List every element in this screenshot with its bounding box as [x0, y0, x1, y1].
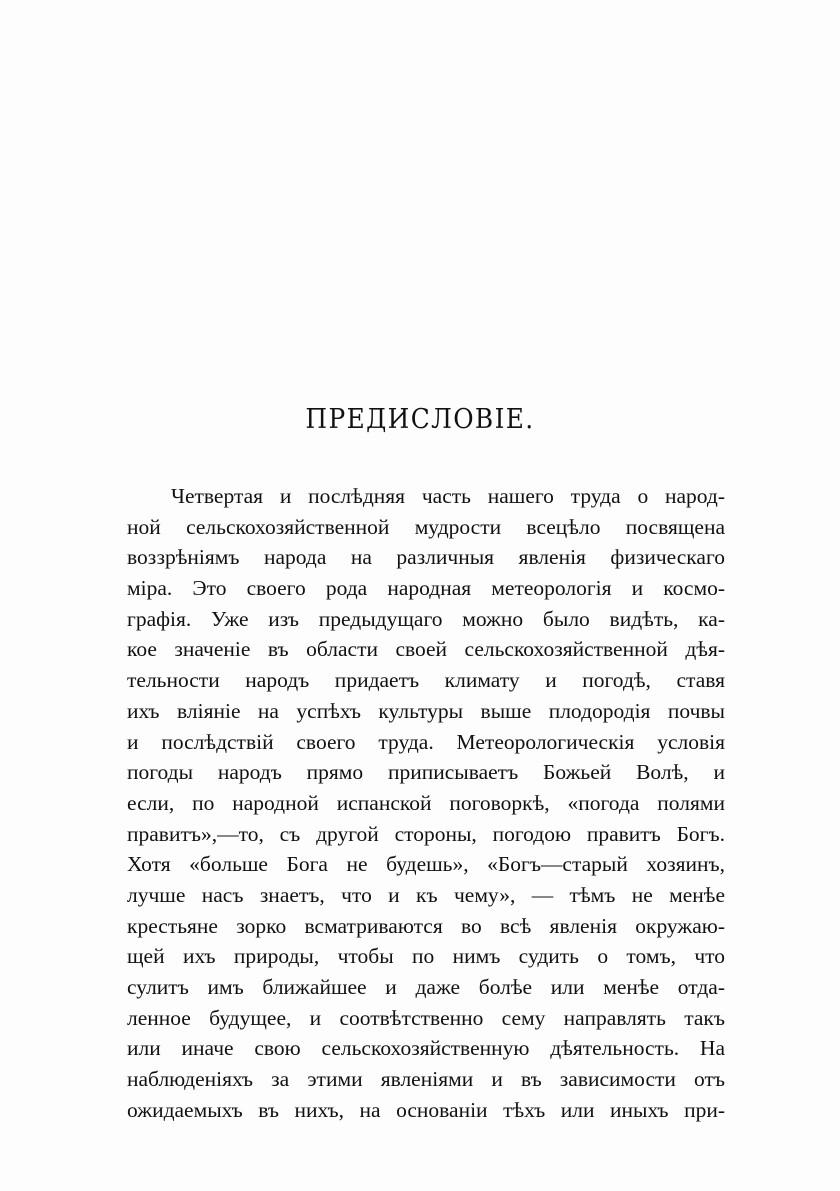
- text-line: крестьяне зорко всматриваются во всѣ явленія окружаю-: [127, 913, 725, 938]
- text-line: ной сельскохозяйственной мудрости всецѣло посвящена: [127, 514, 725, 539]
- text-line: Четвертая и послѣдняя часть нашего труда о народ-: [171, 484, 725, 508]
- text-line: кое значеніе въ области своей сельскохозяйственной дѣя-: [127, 637, 725, 662]
- text-line: міра. Это своего рода народная метеорологія и космо-: [127, 576, 725, 601]
- text-line: тельности народъ придаетъ климату и погодѣ, ставя: [127, 668, 725, 693]
- text-line: погоды народъ прямо приписываетъ Божьей Волѣ, и: [127, 760, 725, 785]
- text-line: графія. Уже изъ предыдущаго можно было видѣть, ка-: [127, 606, 725, 631]
- text-line: наблюденіяхъ за этими явленіями и въ зависимости отъ: [127, 1067, 725, 1092]
- text-line: Хотя «больше Бога не будешь», «Богъ—старый хозяинъ,: [127, 852, 725, 877]
- text-line: сулитъ имъ ближайшее и даже болѣе или менѣе отда-: [127, 975, 725, 999]
- text-line: лучше насъ знаетъ, что и къ чему», — тѣмъ не менѣе: [127, 882, 725, 907]
- text-line: ихъ вліяніе на успѣхъ культуры выше плодородія почвы: [127, 698, 725, 723]
- page-title: ПРЕДИСЛОВІЕ.: [305, 404, 535, 435]
- text-line: и послѣдствій своего труда. Метеорологическія условія: [127, 729, 725, 754]
- text-line: ленное будущее, и соотвѣтственно сему направлять такъ: [127, 1005, 725, 1030]
- preface-body: [127, 481, 725, 1125]
- text-line: воззрѣніямъ народа на различныя явленія физическаго: [127, 545, 725, 570]
- text-line: ожидаемыхъ въ нихъ, на основаніи тѣхъ или иныхъ при-: [127, 1097, 725, 1122]
- text-line: если, по народной испанской поговоркѣ, «погода полями: [127, 790, 725, 815]
- text-line: щей ихъ природы, чтобы по нимъ судить о томъ, что: [127, 944, 725, 969]
- text-line: правитъ»,—то, съ другой стороны, погодою правитъ Богъ.: [127, 821, 725, 846]
- text-line: или иначе свою сельскохозяйственную дѣятельность. На: [127, 1036, 725, 1061]
